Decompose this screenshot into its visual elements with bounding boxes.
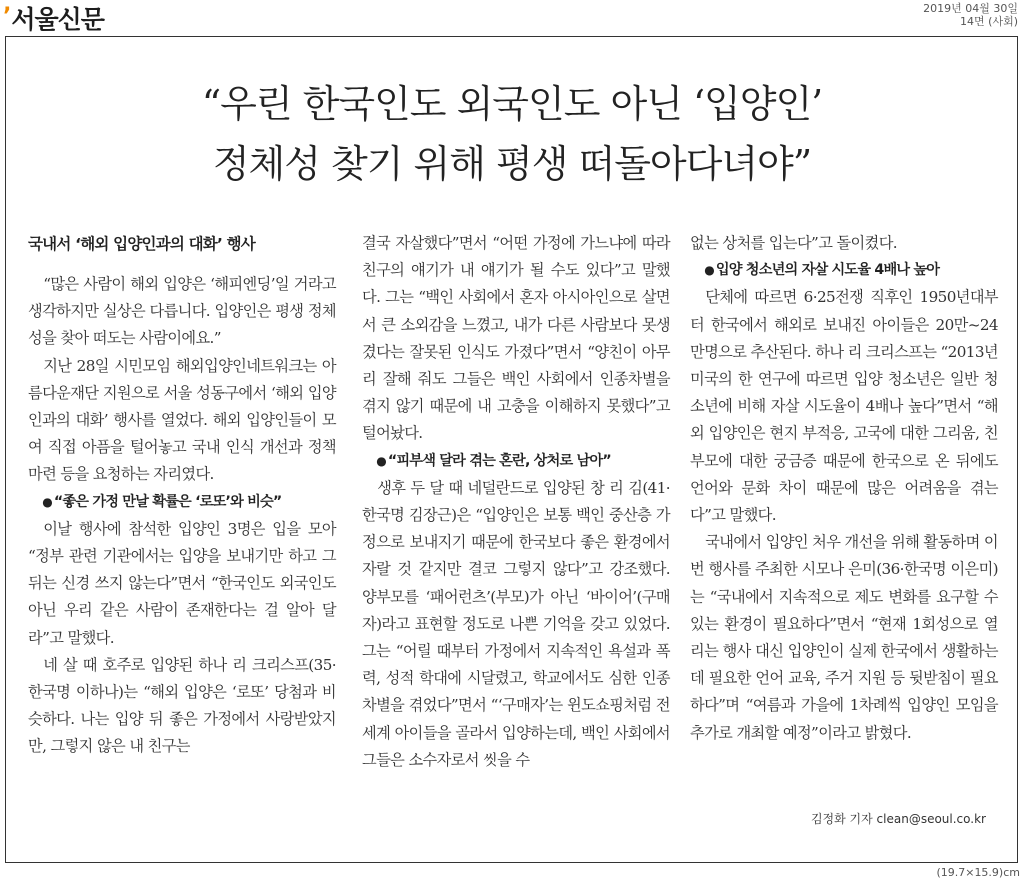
masthead-mark: ’: [3, 4, 11, 29]
paragraph-7: 없는 상처를 입는다”고 돌이켰다.: [690, 234, 897, 252]
publication-date: 2019년 04월 30일: [923, 2, 1018, 15]
headline-line-2: 정체성 찾기 위해 평생 떠돌아다녀야”: [212, 142, 812, 186]
article-byline: 김정화 기자 clean@seoul.co.kr: [810, 812, 986, 826]
article-column-3: [690, 230, 998, 747]
subheading-3-text: 입양 청소년의 자살 시도율 4배나 높아: [715, 262, 940, 279]
bullet-icon: ●: [376, 453, 386, 468]
paragraph-2: 지난 28일 시민모임 해외입양인네트워크는 아름다운재단 지원으로 서울 성동구에서 ‘해외 입양인과의 대화’ 행사를 열었다. 해외 입양인들이 모여 직접 아픔을 털어놓고 국내 인식 개선과 정책 마련 등을 요청하는 자리였다.: [28, 356, 336, 484]
article-column-1: [28, 230, 336, 761]
article-lead-subheading: 국내서 ‘해외 입양인과의 대화’ 행사: [28, 235, 255, 253]
paragraph-1: “많은 사람이 해외 입양은 ‘해피엔딩’일 거라고 생각하지만 실상은 다릅니다. 입양인은 평생 정체성을 찾아 떠도는 사람이에요.”: [28, 275, 336, 348]
subheading-3: [690, 257, 998, 284]
clipping-size: (19.7×15.9)cm: [936, 866, 1020, 879]
paragraph-3: 이날 행사에 참석한 입양인 3명은 입을 모아 “정부 관련 기관에서는 입양을 보내기만 하고 그 뒤는 신경 쓰지 않는다”면서 “한국인도 외국인도 아닌 우리 같은 사람이 존재한다는 걸 알아 달라”고 말했다.: [28, 519, 336, 647]
paragraph-4: 네 살 때 호주로 입양된 하나 리 크리스프(35·한국명 이하나)는 “해외 입양은 ‘로또’ 당첨과 비슷하다. 나는 입양 뒤 좋은 가정에서 사랑받았지만, 그렇지 않은 내 친구는: [28, 655, 336, 756]
publication-meta: [923, 2, 1018, 28]
paragraph-8: 단체에 따르면 6·25전쟁 직후인 1950년대부터 한국에서 해외로 보내진 아이들은 20만~24만명으로 추산된다. 하나 리 크리스프는 “2013년 미국의 한 연구에 따르면 입양 청소년은 일반 청소년에 비해 자살 시도율이 4배나 높다”면서 “해외 입양인은 현지 부적응, 고국에 대한 그리움, 친부모에 대한 궁금증 때문에 한국으로 온 뒤에도 언어와 문화 차이 때문에 많은 어려움을 겪는다”고 말했다.: [690, 288, 998, 525]
subheading-2: [362, 448, 670, 475]
publication-page: 14면 (사회): [960, 15, 1018, 28]
masthead-name: 서울신문: [11, 5, 104, 34]
article-headline: [0, 74, 1024, 194]
masthead-logo: [3, 0, 104, 36]
bullet-icon: ●: [42, 494, 52, 509]
headline-line-1: “우린 한국인도 외국인도 아닌 ‘입양인’: [201, 82, 823, 126]
paragraph-6: 생후 두 달 때 네덜란드로 입양된 창 리 김(41·한국명 김장근)은 “입양인은 보통 백인 중산층 가정으로 보내지기 때문에 한국보다 좋은 환경에서 자랄 것 같지만 결코 그렇지 않다”고 강조했다. 양부모를 ‘패어런츠’(부모)가 아닌 ‘바이어’(구매자)라고 표현할 정도로 나쁜 기억을 갖고 있었다. 그는 “어릴 때부터 가정에서 지속적인 욕설과 폭력, 성적 학대에 시달렸고, 학교에서도 심한 인종차별을 겪었다”면서 “‘구매자’는 윈도쇼핑처럼 전 세계 아이들을 골라서 입양하는데, 백인 사회에서 그들은 소수자로서 씻을 수: [362, 478, 670, 769]
bullet-icon: ●: [704, 263, 714, 278]
subheading-1: [28, 489, 336, 516]
paragraph-9: 국내에서 입양인 처우 개선을 위해 활동하며 이번 행사를 주최한 시모나 은미(36·한국명 이은미)는 “국내에서 지속적으로 제도 변화를 요구할 수 있는 환경이 필요하다”면서 “현재 1회성으로 열리는 행사 대신 입양인이 실제 한국에서 생활하는 데 필요한 언어 교육, 주거 지원 등 뒷받침이 필요하다”며 “여름과 가을에 1차례씩 입양인 모임을 추가로 개최할 예정”이라고 밝혔다.: [690, 533, 998, 742]
subheading-2-text: “피부색 달라 겪는 혼란, 상처로 남아”: [387, 452, 611, 469]
paragraph-5: 결국 자살했다”면서 “어떤 가정에 가느냐에 따라 친구의 얘기가 내 얘기가 될 수도 있다”고 말했다. 그는 “백인 사회에서 혼자 아시아인으로 살면서 큰 소외감을 느꼈고, 내가 다른 사람보다 못생겼다는 잘못된 인식도 가졌다”면서 “양친이 아무리 잘해 줘도 그들은 백인 사회에서 인종차별을 겪지 않기 때문에 내 고충을 이해하지 못했다”고 털어놨다.: [362, 234, 670, 443]
article-column-2: [362, 230, 670, 774]
subheading-1-text: “좋은 가정 만날 확률은 ‘로또’와 비슷”: [53, 493, 282, 510]
